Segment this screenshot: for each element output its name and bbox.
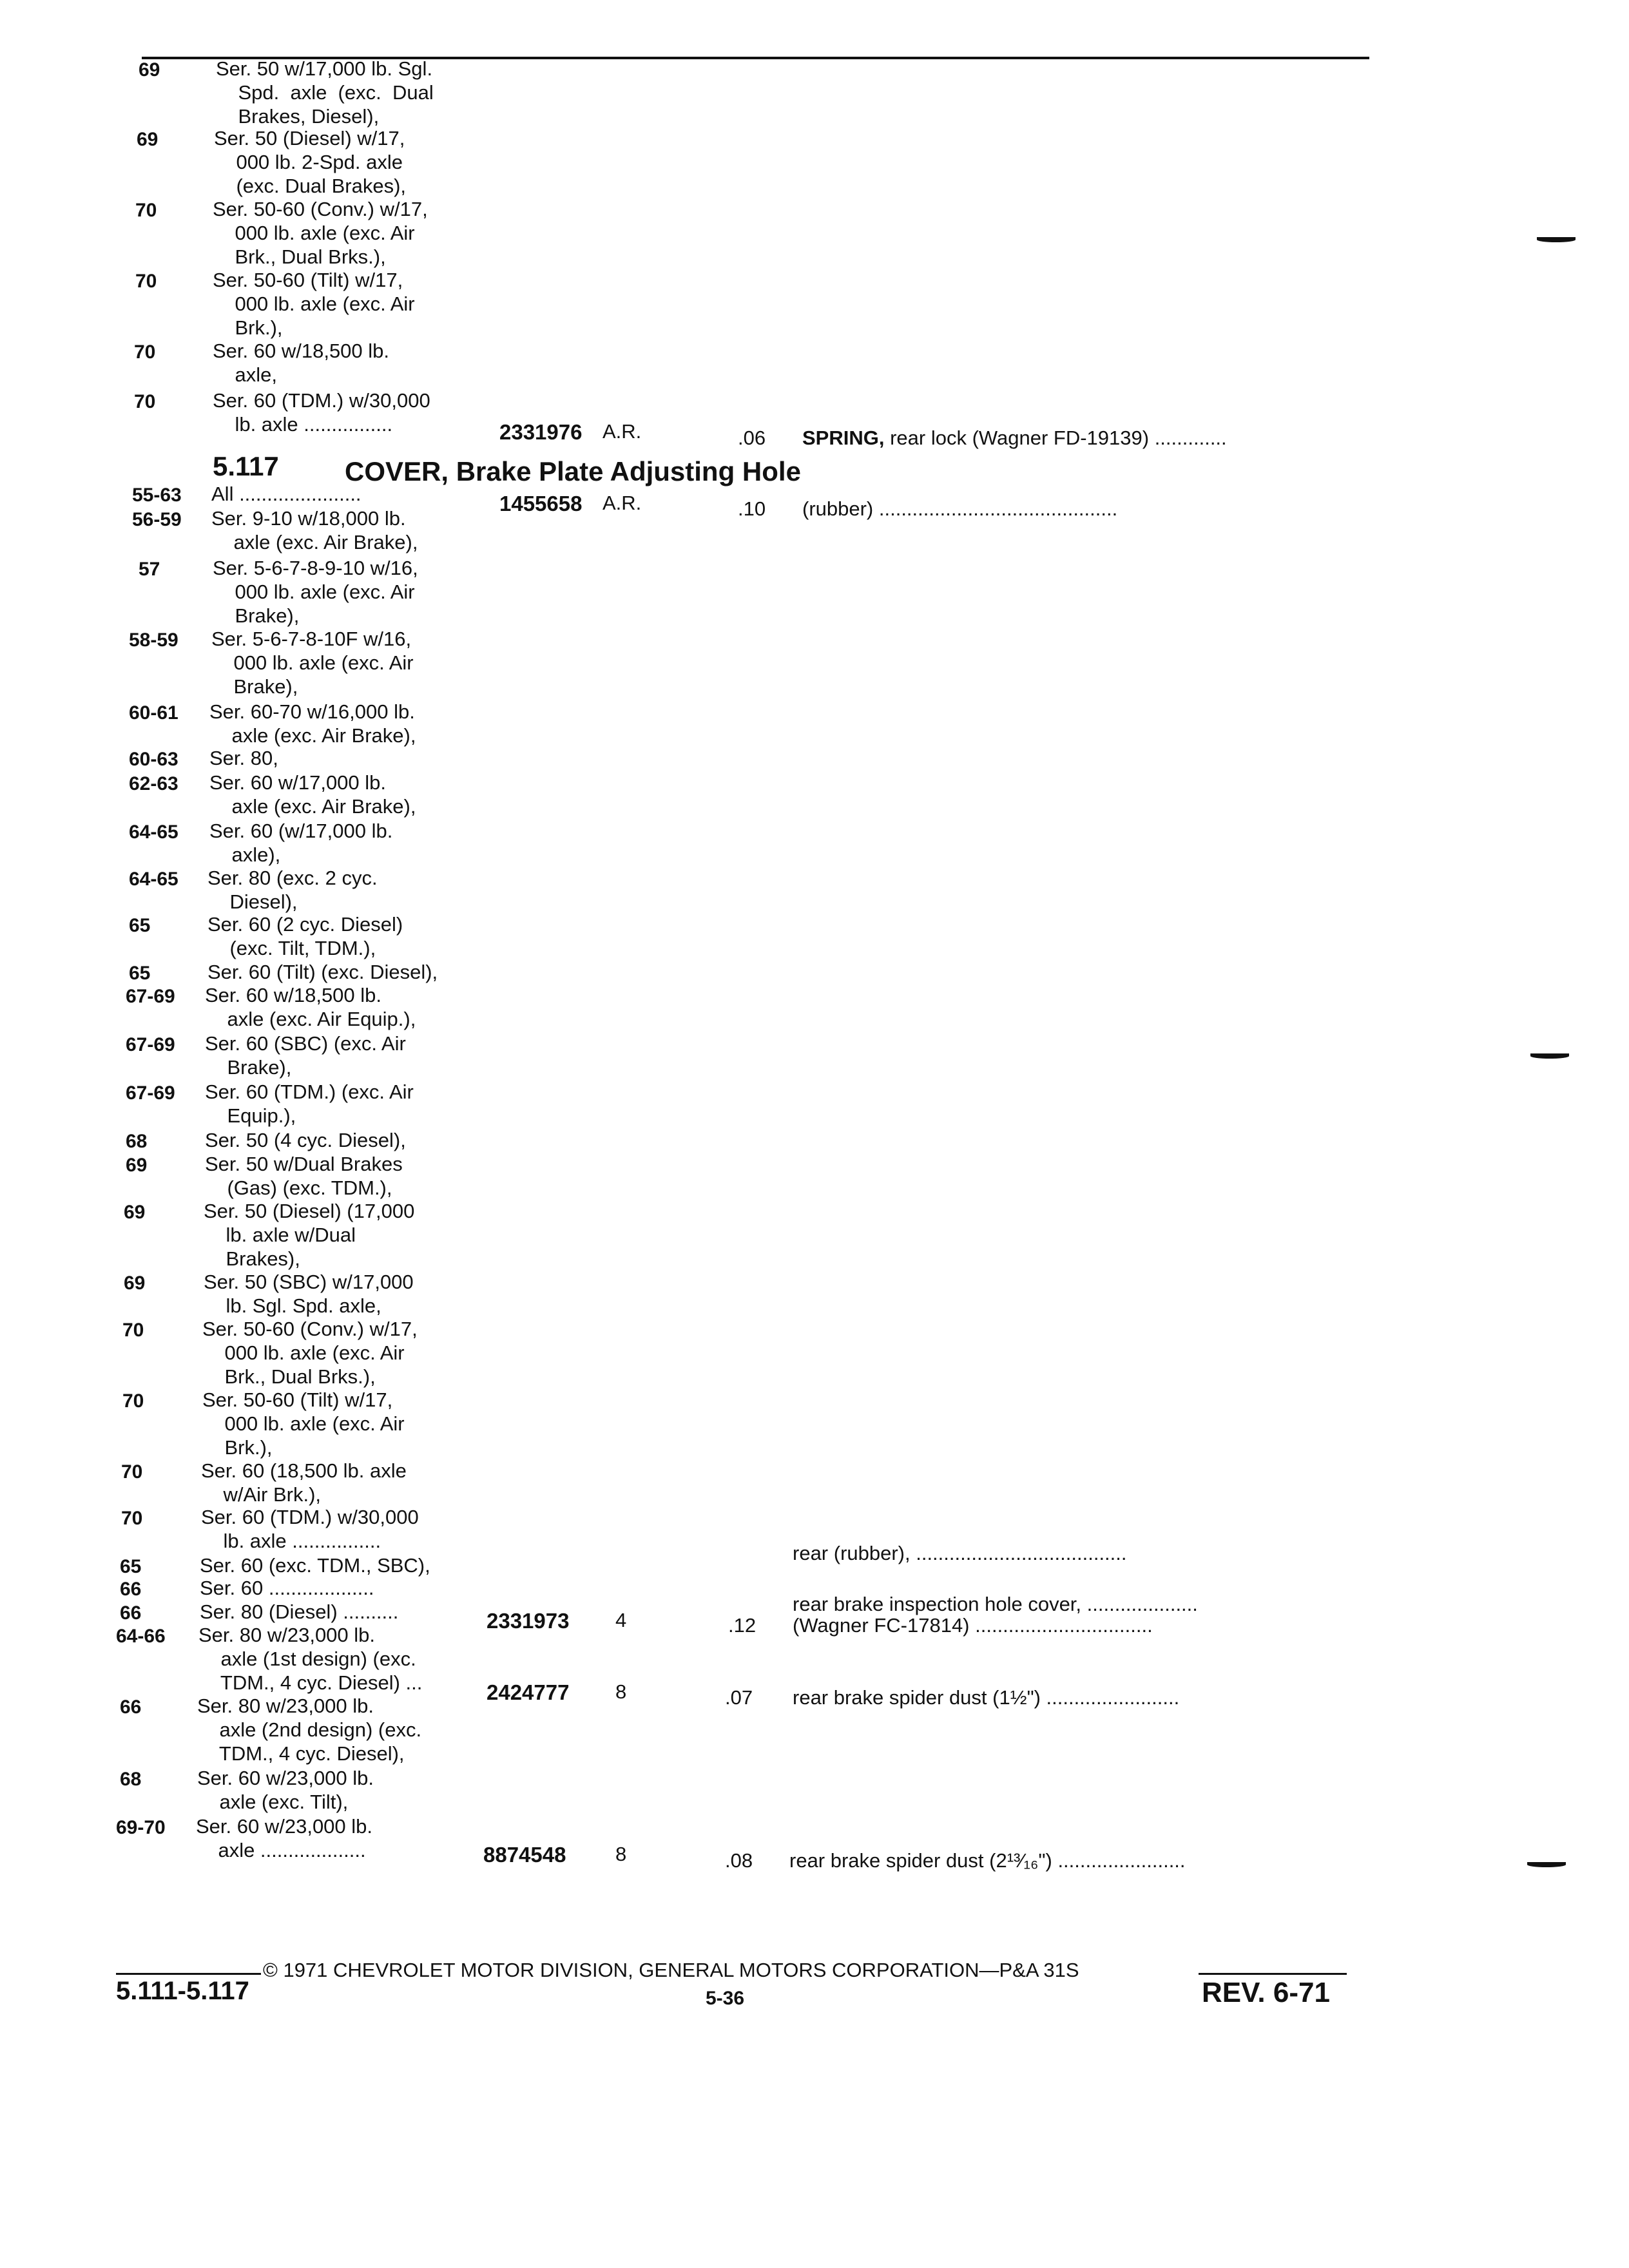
application-year: 60-61 bbox=[129, 702, 178, 724]
application-description: Ser. 50 w/17,000 lb. Sgl. Spd. axle (exc. Dual Brakes, Diesel), bbox=[216, 57, 434, 128]
part-description: (Wagner FC-17814) ................................ bbox=[793, 1614, 1153, 1637]
application-year: 64-66 bbox=[116, 1626, 166, 1647]
part-number: 2331973 bbox=[487, 1609, 570, 1633]
part-detail: rear lock (Wagner FD-19139) ............. bbox=[890, 427, 1227, 449]
application-description: Ser. 80 (exc. 2 cyc. Diesel), bbox=[207, 867, 378, 913]
application-year: 70 bbox=[134, 341, 156, 363]
application-year: 66 bbox=[120, 1579, 142, 1600]
application-description: Ser. 80 w/23,000 lb. axle (2nd design) (exc. TDM., 4 cyc. Diesel), bbox=[197, 1695, 422, 1765]
application-description: Ser. 50 (4 cyc. Diesel), bbox=[205, 1129, 406, 1151]
application-year: 55-63 bbox=[132, 485, 182, 506]
application-description: Ser. 60 w/18,500 lb. axle, bbox=[213, 340, 390, 386]
price: .10 bbox=[738, 497, 766, 520]
application-year: 64-65 bbox=[129, 822, 178, 843]
section-title: COVER, Brake Plate Adjusting Hole bbox=[345, 456, 801, 486]
application-description: Ser. 50 (Diesel) (17,000 lb. axle w/Dual Brakes), bbox=[204, 1200, 415, 1270]
footer-rule-left bbox=[116, 1973, 261, 1975]
application-year: 56-59 bbox=[132, 509, 182, 530]
copyright-line: © 1971 CHEVROLET MOTOR DIVISION, GENERAL MOTORS CORPORATION—P&A 31S bbox=[263, 1959, 1079, 1981]
application-description: Ser. 50-60 (Tilt) w/17, 000 lb. axle (exc. Air Brk.), bbox=[202, 1389, 405, 1459]
price: .07 bbox=[725, 1686, 753, 1709]
application-year: 65 bbox=[129, 915, 151, 936]
application-year: 64-65 bbox=[129, 869, 178, 890]
application-description: Ser. 9-10 w/18,000 lb. axle (exc. Air Brake), bbox=[211, 507, 418, 553]
application-year: 70 bbox=[134, 391, 156, 412]
part-number: 1455658 bbox=[499, 492, 583, 515]
application-year: 69 bbox=[124, 1273, 146, 1294]
application-description: Ser. 5-6-7-8-9-10 w/16, 000 lb. axle (exc. Air Brake), bbox=[213, 557, 418, 627]
application-description: Ser. 60 w/23,000 lb. axle (exc. Tilt), bbox=[197, 1767, 374, 1813]
part-number: 2331976 bbox=[499, 420, 583, 444]
application-year: 65 bbox=[129, 963, 151, 984]
application-year: 70 bbox=[135, 271, 157, 292]
quantity: 8 bbox=[615, 1680, 627, 1703]
application-description: Ser. 60 (2 cyc. Diesel) (exc. Tilt, TDM.), bbox=[207, 913, 403, 959]
application-year: 65 bbox=[120, 1556, 142, 1577]
application-description: Ser. 60 (TDM.) (exc. Air Equip.), bbox=[205, 1081, 414, 1127]
application-year: 66 bbox=[120, 1696, 142, 1718]
application-description: Ser. 80 w/23,000 lb. axle (1st design) (exc. TDM., 4 cyc. Diesel) ... bbox=[198, 1624, 423, 1694]
application-description: Ser. 60 w/23,000 lb. axle ................... bbox=[196, 1815, 373, 1861]
application-year: 69 bbox=[126, 1155, 148, 1176]
application-year: 69 bbox=[139, 59, 160, 81]
application-description: Ser. 50-60 (Conv.) w/17, 000 lb. axle (exc. Air Brk., Dual Brks.), bbox=[213, 198, 428, 268]
section-range: 5.111-5.117 bbox=[116, 1977, 249, 2005]
application-year: 57 bbox=[139, 559, 160, 580]
application-description: Ser. 80 (Diesel) .......... bbox=[200, 1600, 399, 1623]
section-number: 5.117 bbox=[213, 451, 279, 481]
application-year: 70 bbox=[122, 1320, 144, 1341]
application-year: 66 bbox=[120, 1602, 142, 1624]
margin-mark bbox=[1527, 1862, 1566, 1867]
part-description: rear brake spider dust (1½") ........................ bbox=[793, 1686, 1180, 1709]
application-year: 67-69 bbox=[126, 1082, 175, 1104]
application-description: Ser. 50 w/Dual Brakes (Gas) (exc. TDM.), bbox=[205, 1153, 403, 1199]
part-description: rear brake spider dust (2¹³⁄₁₆") ....................... bbox=[789, 1849, 1186, 1872]
application-description: All ...................... bbox=[211, 483, 361, 505]
part-description: (rubber) ........................................... bbox=[802, 497, 1118, 520]
application-year: 62-63 bbox=[129, 773, 178, 794]
application-description: Ser. 60-70 w/16,000 lb. axle (exc. Air Brake), bbox=[209, 700, 416, 747]
application-year: 70 bbox=[121, 1508, 143, 1529]
application-description: Ser. 60 (exc. TDM., SBC), bbox=[200, 1554, 430, 1577]
price: .12 bbox=[728, 1614, 757, 1637]
quantity: 4 bbox=[615, 1609, 627, 1631]
application-description: Ser. 60 w/18,500 lb. axle (exc. Air Equip.), bbox=[205, 984, 416, 1030]
application-description: Ser. 50 (Diesel) w/17, 000 lb. 2-Spd. axle (exc. Dual Brakes), bbox=[214, 127, 407, 197]
application-year: 69 bbox=[124, 1202, 146, 1223]
revision: REV. 6-71 bbox=[1202, 1977, 1330, 2008]
part-description: rear brake inspection hole cover, .................... bbox=[793, 1593, 1198, 1615]
application-year: 70 bbox=[122, 1390, 144, 1412]
application-year: 58-59 bbox=[129, 629, 178, 651]
margin-mark bbox=[1530, 1053, 1569, 1059]
part-description bbox=[802, 427, 1227, 450]
application-description: Ser. 60 (18,500 lb. axle w/Air Brk.), bbox=[201, 1459, 407, 1506]
application-year: 67-69 bbox=[126, 986, 175, 1007]
application-description: Ser. 60 (w/17,000 lb. axle), bbox=[209, 820, 393, 866]
application-year: 67-69 bbox=[126, 1034, 175, 1055]
part-description: rear (rubber), ...................................... bbox=[793, 1542, 1127, 1564]
application-description: Ser. 60 (TDM.) w/30,000 lb. axle ................ bbox=[201, 1506, 419, 1552]
application-description: Ser. 50-60 (Conv.) w/17, 000 lb. axle (exc. Air Brk., Dual Brks.), bbox=[202, 1318, 418, 1388]
quantity: 8 bbox=[615, 1843, 627, 1865]
application-description: Ser. 60 (TDM.) w/30,000 lb. axle ................ bbox=[213, 389, 430, 436]
application-year: 69 bbox=[137, 129, 159, 150]
part-name: SPRING, bbox=[802, 427, 885, 449]
application-description: Ser. 5-6-7-8-10F w/16, 000 lb. axle (exc. Air Brake), bbox=[211, 628, 414, 698]
quantity: A.R. bbox=[602, 420, 642, 443]
application-year: 68 bbox=[120, 1769, 142, 1790]
application-year: 68 bbox=[126, 1131, 148, 1152]
application-description: Ser. 60 ................... bbox=[200, 1577, 374, 1599]
application-year: 69-70 bbox=[116, 1817, 166, 1838]
application-year: 70 bbox=[121, 1461, 143, 1483]
quantity: A.R. bbox=[602, 492, 642, 514]
application-description: Ser. 60 (Tilt) (exc. Diesel), bbox=[207, 961, 438, 983]
margin-mark bbox=[1537, 237, 1576, 242]
footer-rule-right bbox=[1199, 1973, 1347, 1975]
application-year: 60-63 bbox=[129, 749, 178, 770]
price: .06 bbox=[738, 427, 766, 449]
price: .08 bbox=[725, 1849, 753, 1872]
application-description: Ser. 50-60 (Tilt) w/17, 000 lb. axle (exc. Air Brk.), bbox=[213, 269, 415, 339]
application-description: Ser. 80, bbox=[209, 747, 278, 769]
page-number: 5-36 bbox=[706, 1988, 745, 2009]
application-description: Ser. 60 (SBC) (exc. Air Brake), bbox=[205, 1032, 406, 1079]
application-description: Ser. 60 w/17,000 lb. axle (exc. Air Brake), bbox=[209, 771, 416, 818]
application-description: Ser. 50 (SBC) w/17,000 lb. Sgl. Spd. axle, bbox=[204, 1271, 414, 1317]
part-number: 2424777 bbox=[487, 1680, 570, 1704]
application-year: 70 bbox=[135, 200, 157, 221]
part-number: 8874548 bbox=[483, 1843, 566, 1867]
